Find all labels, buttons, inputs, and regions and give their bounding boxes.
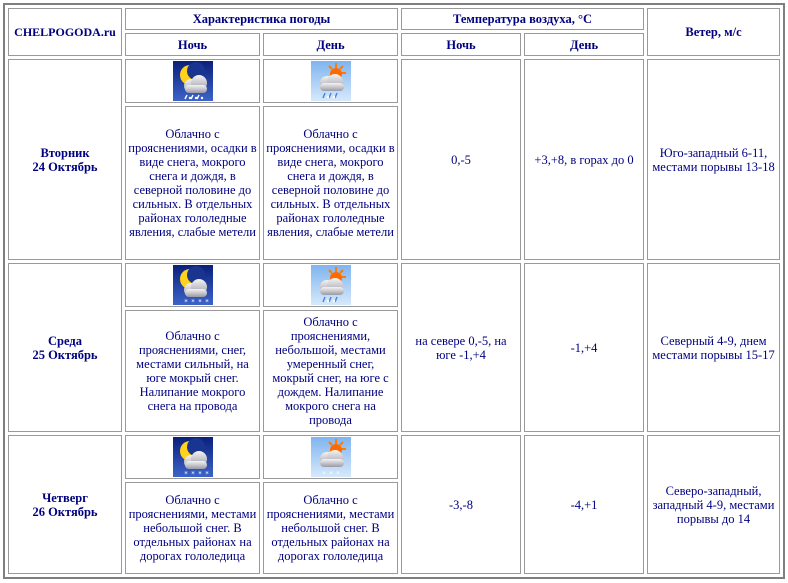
temp-night: на севере 0,-5, на юге -1,+4 (401, 263, 521, 432)
night-description: Облачно с прояснениями, снег, местами сильный, на юге мокрый снег. Налипание мокрого снега на провода (125, 310, 260, 432)
forecast-row (8, 435, 780, 479)
date: 26 Октябрь (32, 504, 98, 519)
site-brand: CHELPOGODA.ru (8, 8, 122, 56)
day-description: Облачно с прояснениями, осадки в виде снега, мокрого снега и дождя, в северной половине до сильных. В отдельных районах гололедные явления, слабые метели (263, 106, 398, 261)
svg-text:*: * (197, 470, 202, 478)
temp-day: +3,+8, в горах до 0 (524, 59, 644, 261)
forecast-row (8, 263, 780, 307)
temp-night: -3,-8 (401, 435, 521, 574)
night-icon-cell (125, 435, 260, 479)
header-weather-characteristic: Характеристика погоды (125, 8, 398, 30)
svg-text:*: * (183, 470, 188, 478)
moon-cloud-sleet-icon (173, 61, 213, 101)
svg-text:*: * (190, 298, 195, 306)
wind-text: Юго-западный 6-11, местами порывы 13-18 (647, 59, 780, 261)
sun-cloud-sleet-icon (311, 265, 351, 305)
header-wind: Ветер, м/с (647, 8, 780, 56)
weekday: Среда (48, 333, 82, 348)
date: 24 Октябрь (32, 159, 98, 174)
sun-cloud-sleet-icon (311, 61, 351, 101)
wind-text: Северный 4-9, днем местами порывы 15-17 (647, 263, 780, 432)
svg-text:*: * (321, 470, 326, 478)
header-temp-night: Ночь (401, 33, 521, 55)
weekday: Вторник (40, 145, 90, 160)
moon-cloud-snow-icon (173, 265, 213, 305)
date: 25 Октябрь (32, 347, 98, 362)
night-description: Облачно с прояснениями, осадки в виде снега, мокрого снега и дождя, в северной половине до сильных. В отдельных районах гололедные явления, слабые метели (125, 106, 260, 261)
day-icon-cell (263, 263, 398, 307)
svg-text:*: * (335, 470, 340, 478)
sun-cloud-snow-icon (311, 437, 351, 477)
header-char-night: Ночь (125, 33, 260, 55)
header-temp-day: День (524, 33, 644, 55)
svg-text:*: * (204, 470, 209, 478)
forecast-table (3, 3, 785, 579)
day-description: Облачно с прояснениями, местами небольшой снег. В отдельных районах на дорогах гололедица (263, 482, 398, 574)
svg-text:*: * (183, 298, 188, 306)
header-char-day: День (263, 33, 398, 55)
svg-text:*: * (197, 298, 202, 306)
svg-text:*: * (204, 298, 209, 306)
night-icon-cell (125, 59, 260, 103)
svg-text:*: * (328, 470, 333, 478)
temp-night: 0,-5 (401, 59, 521, 261)
temp-day: -1,+4 (524, 263, 644, 432)
moon-cloud-snow-icon (173, 437, 213, 477)
day-icon-cell (263, 435, 398, 479)
day-description: Облачно с прояснениями, небольшой, местами умеренный снег, мокрый снег, на юге с дождем. Налипание мокрого снега на провода (263, 310, 398, 432)
header-air-temperature: Температура воздуха, °C (401, 8, 644, 30)
day-label (8, 59, 122, 261)
day-icon-cell (263, 59, 398, 103)
day-label (8, 263, 122, 432)
svg-text:*: * (190, 470, 195, 478)
weekday: Четверг (42, 490, 88, 505)
night-description: Облачно с прояснениями, местами небольшой снег. В отдельных районах на дорогах гололедица (125, 482, 260, 574)
night-icon-cell (125, 263, 260, 307)
day-label (8, 435, 122, 574)
temp-day: -4,+1 (524, 435, 644, 574)
forecast-row (8, 59, 780, 103)
wind-text: Северо-западный, западный 4-9, местами порывы до 14 (647, 435, 780, 574)
